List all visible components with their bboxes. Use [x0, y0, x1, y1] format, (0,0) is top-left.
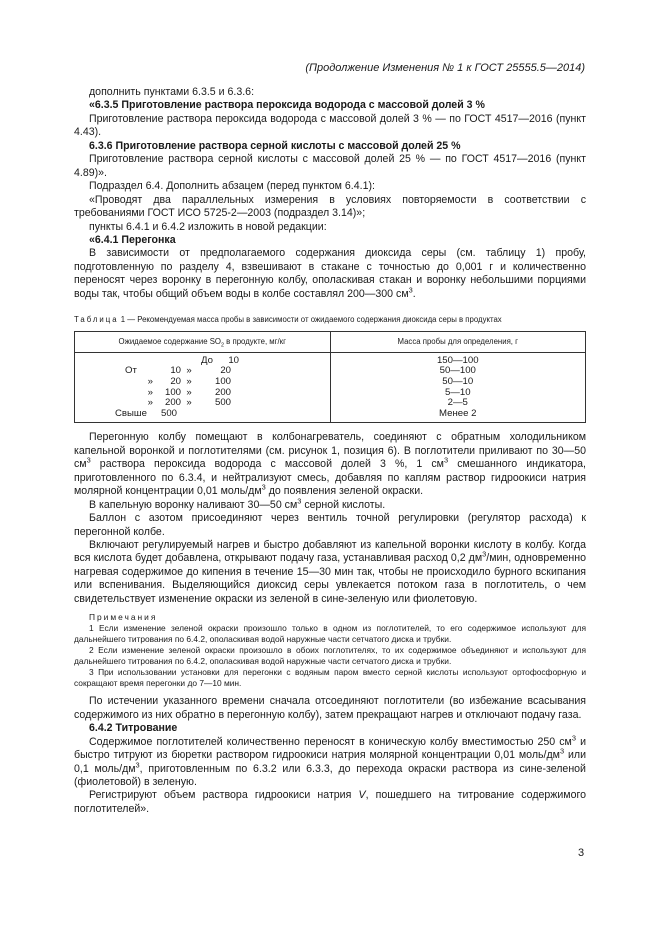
notes-title: Примечания — [89, 612, 158, 623]
note-item: 1 Если изменение зеленой окраски произошло только в одном из поглотителей, то его содержимое используют для дальнейшего титрования по 6.4.2, ополаскивая водой наружные части сетчатого диска и трубки. — [74, 623, 586, 645]
table-row: » 200 » 500 — [147, 397, 231, 409]
table-row: До 10 — [201, 354, 239, 366]
table-caption-text: 1 — Рекомендуемая масса пробы в зависимости от ожидаемого содержания диоксида серы в продуктах — [118, 315, 502, 325]
section-heading: «6.3.5 Приготовление раствора пероксида водорода с массовой долей 3 % — [89, 99, 485, 112]
paragraph: В капельную воронку наливают 30—50 $см^3$ серной кислоты. — [89, 496, 386, 511]
paragraph: Содержимое поглотителей количественно переносят в коническую колбу вместимостью 250 $см^3$ и быстро титруют из бюретки раствором гидроокиси натрия молярной концентрации 0,01 моль/$дм^3$ или 0,1 моль/$дм^3$, приготовленным по 6.3.2 или 6.3.3, до перехода окраски раствора из сине-зеленой (фиолетовой) в зеленую. — [74, 733, 586, 789]
table-row: » 20 » 100 — [147, 376, 231, 388]
note-item: 3 При использовании установки для перегонки с водяным паром вместо серной кислоты используют ортофосфорную и сокращают время перегонки до 7—10 мин. — [74, 667, 586, 689]
paragraph: Приготовление раствора пероксида водорода с массовой долей 3 % — по ГОСТ 4517—2016 (пункт 4.43). — [74, 112, 586, 139]
document-body — [74, 86, 586, 816]
sample-mass-table — [74, 331, 586, 423]
paragraph: Подраздел 6.4. Дополнить абзацем (перед пунктом 6.4.1): — [89, 180, 375, 193]
running-header: (Продолжение Изменения № 1 к ГОСТ 25555.5—2014) — [305, 62, 585, 74]
paragraph: Приготовление раствора серной кислоты с массовой долей 25 % — по ГОСТ 4517—2016 (пункт 4.89)». — [74, 153, 586, 179]
page-number: 3 — [578, 847, 585, 859]
table-cell-mass — [330, 352, 586, 423]
note-item: 2 Если изменение зеленой окраски произошло в обоих поглотителях, то их содержимое объединяют и используют для дальнейшего титрования по 6.4.2, ополаскивая водой наружные части сетчатого диска и трубки. — [74, 645, 586, 667]
paragraph: По истечении указанного времени сначала отсоединяют поглотители (во избежание всасывания содержимого из них обратно в перегонную колбу), затем прекращают нагрев и отключают подачу газа. — [74, 695, 586, 721]
table-mass-value: Менее 2 — [439, 407, 477, 419]
paragraph: «Проводят два параллельных измерения в условиях повторяемости в соответствии с требованиями ГОСТ ИСО 5725-2—2003 (подраздел 3.14)»; — [74, 193, 586, 220]
table-header-content: Ожидаемое содержание $SO_2$ в продукте, мг/кг — [75, 332, 331, 353]
paragraph: В зависимости от предполагаемого содержания диоксида серы (см. таблицу 1) пробу, подготовленную по разделу 4, взвешивают в стакане с точностью до 0,001 г и количественно переносят через воронку в перегонную колбу, ополаскивая стакан и воронку небольшими порциями воды так, чтобы общий объем воды в колбе составлял 200—300 $см^3$. — [74, 247, 586, 300]
table-mass-value: 50—10 — [442, 376, 474, 388]
table-cell-ranges — [75, 352, 331, 423]
table-mass-value: 150—100 — [436, 354, 479, 366]
notes-block — [74, 612, 586, 689]
section-heading: 6.3.6 Приготовление раствора серной кислоты с массовой долей 25 % — [89, 139, 461, 152]
section-heading: «6.4.1 Перегонка — [89, 233, 176, 246]
table-caption — [74, 314, 586, 325]
table-mass-value: 5—10 — [444, 386, 471, 398]
paragraph: Включают регулируемый нагрев и быстро добавляют из капельной воронки кислоту в колбу. Когда вся кислота будет добавлена, открывают подачу газа, устанавливая расход 0,2 $дм^3$/мин, одновременно нагревая содержимое до кипения в течение 15—30 мин так, чтобы не происходило бурного вскипания или вспенивания. Выделяющийся диоксид серы увлекается потоком газа в поглотитель, о чем свидетельствует изменение окраски из зеленой в сине-зеленую или фиолетовую. — [74, 539, 586, 605]
section-heading: 6.4.2 Титрование — [89, 722, 178, 735]
table-mass-value: 50—100 — [439, 365, 476, 377]
table-row: » 100 » 200 — [147, 386, 231, 398]
table-mass-value: 2—5 — [447, 397, 468, 409]
table-row: От 10 » 20 — [125, 365, 231, 377]
table-header-mass: Масса пробы для определения, г — [330, 332, 586, 353]
paragraph: пункты 6.4.1 и 6.4.2 изложить в новой редакции: — [89, 220, 327, 233]
paragraph: дополнить пунктами 6.3.5 и 6.3.6: — [89, 86, 255, 98]
table-row: Свыше 500 — [115, 407, 177, 419]
paragraph: Перегонную колбу помещают в колбонагреватель, соединяют с обратным холодильником капельной воронкой и поглотителями (см. рисунок 1, позиция 6). В поглотители приливают по 30—50 $см^3$ раствора пероксида водорода с массовой долей 3 %, 1 $см^3$ смешанного индикатора, приготовленного по 6.3.4, и нейтрализуют смесь, добавляя по каплям раствор гидроокиси натрия молярной концентрации 0,01 моль/$дм^3$ до появления зеленой окраски. — [74, 431, 587, 498]
table-caption-label: Таблица — [74, 315, 119, 325]
paragraph: Баллон с азотом присоединяют через вентиль точной регулировки (регулятор расхода) к перегонной колбе. — [74, 512, 586, 538]
paragraph: Регистрируют объем раствора гидроокиси натрия V, пошедшего на титрование содержимого поглотителей». — [74, 789, 586, 815]
